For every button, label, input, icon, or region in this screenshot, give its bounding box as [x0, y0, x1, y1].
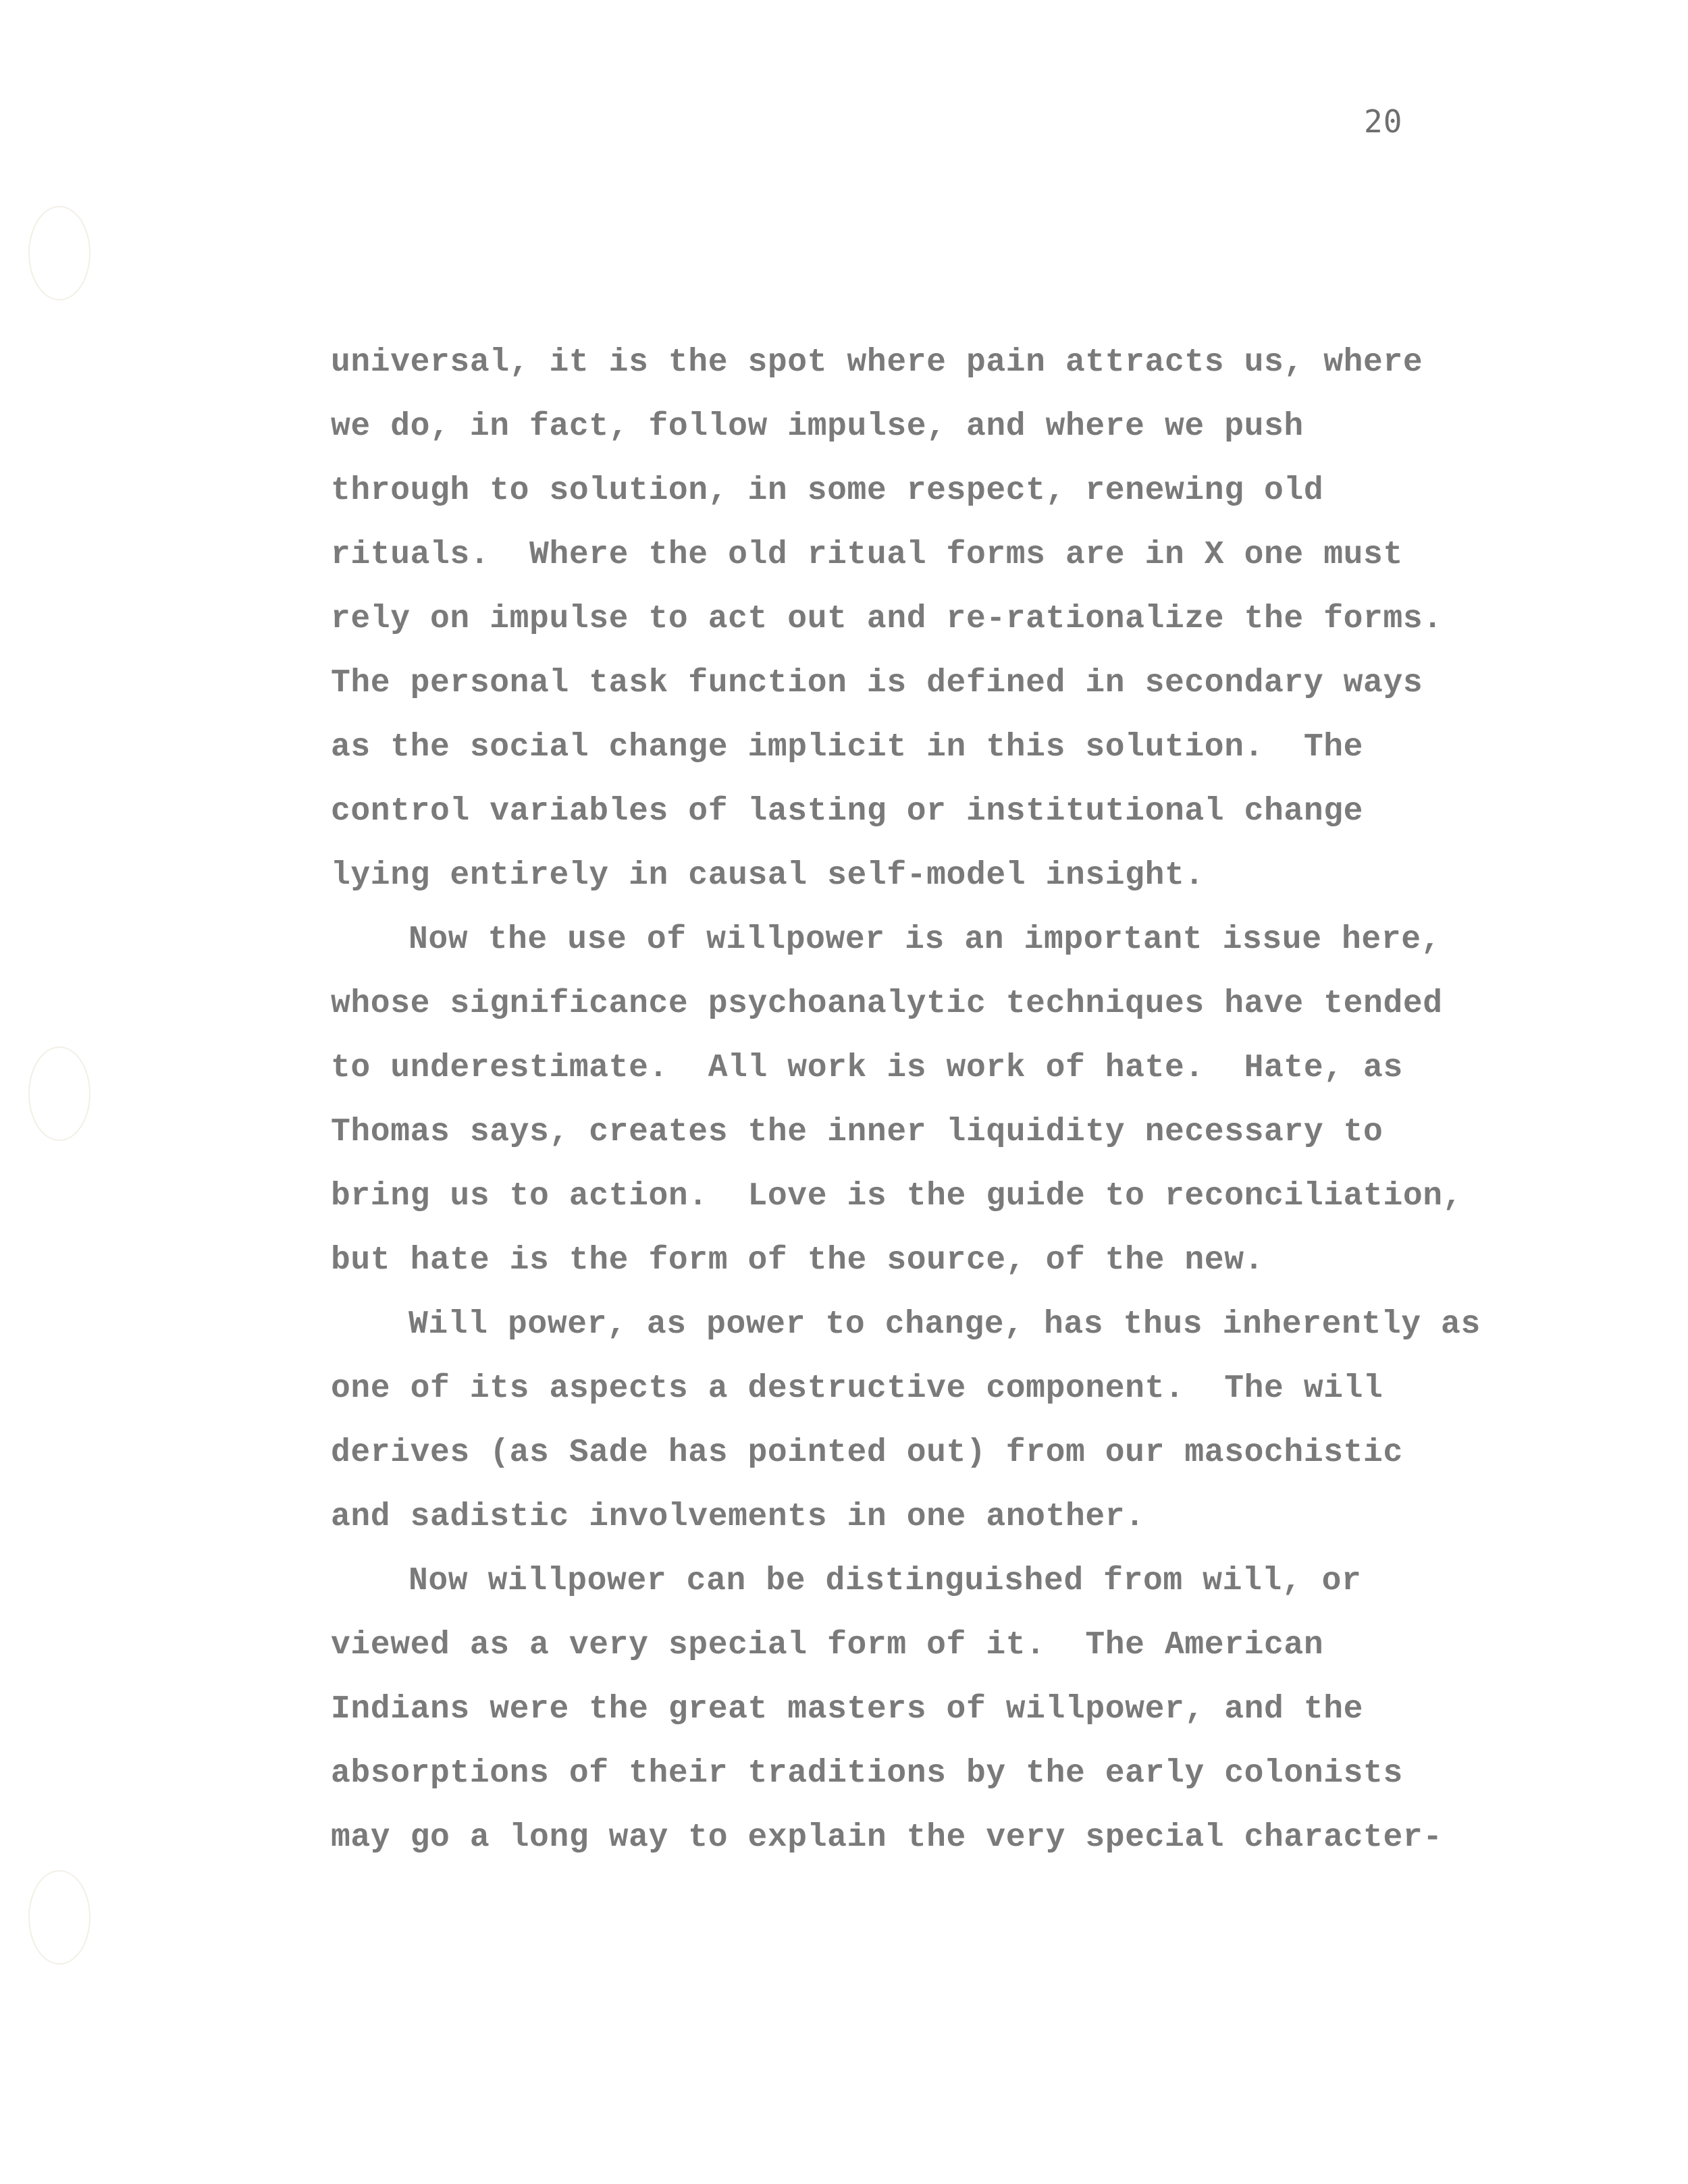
- text-line: one of its aspects a destructive component. The will: [331, 1370, 1383, 1407]
- text-line: universal, it is the spot where pain attracts us, where: [331, 344, 1423, 381]
- text-line: rituals. Where the old ritual forms are in X one must: [331, 537, 1403, 573]
- text-line: through to solution, in some respect, renewing old: [331, 473, 1324, 509]
- paragraph-first-line: Now willpower can be distinguished from will, or: [408, 1563, 1362, 1599]
- punch-hole-bottom: [28, 1870, 90, 1965]
- page-number: 20: [1364, 103, 1403, 140]
- text-line: bring us to action. Love is the guide to reconciliation,: [331, 1178, 1463, 1215]
- text-line: and sadistic involvements in one another.: [331, 1499, 1145, 1535]
- text-line: whose significance psychoanalytic techniques have tended: [331, 986, 1443, 1022]
- text-line: viewed as a very special form of it. The American: [331, 1627, 1324, 1663]
- body-text: [331, 331, 1519, 1870]
- text-line: lying entirely in causal self-model insight.: [331, 857, 1205, 894]
- text-line: The personal task function is defined in secondary ways: [331, 665, 1423, 701]
- text-line: rely on impulse to act out and re-rationalize the forms.: [331, 601, 1443, 637]
- text-line: may go a long way to explain the very special character-: [331, 1819, 1443, 1856]
- text-line: Indians were the great masters of willpower, and the: [331, 1691, 1364, 1728]
- text-line: as the social change implicit in this solution. The: [331, 729, 1364, 766]
- text-line: we do, in fact, follow impulse, and where we push: [331, 408, 1304, 445]
- text-line: to underestimate. All work is work of hate. Hate, as: [331, 1050, 1403, 1086]
- paragraph-first-line: Will power, as power to change, has thus inherently as: [408, 1306, 1481, 1343]
- text-line: absorptions of their traditions by the early colonists: [331, 1755, 1403, 1792]
- paragraph-first-line: Now the use of willpower is an important issue here,: [408, 922, 1442, 958]
- text-line: Thomas says, creates the inner liquidity necessary to: [331, 1114, 1383, 1150]
- text-line: but hate is the form of the source, of the new.: [331, 1242, 1265, 1279]
- text-line: control variables of lasting or institutional change: [331, 793, 1364, 830]
- punch-hole-middle: [28, 1046, 90, 1141]
- punch-hole-top: [28, 206, 90, 300]
- text-line: derives (as Sade has pointed out) from our masochistic: [331, 1435, 1403, 1471]
